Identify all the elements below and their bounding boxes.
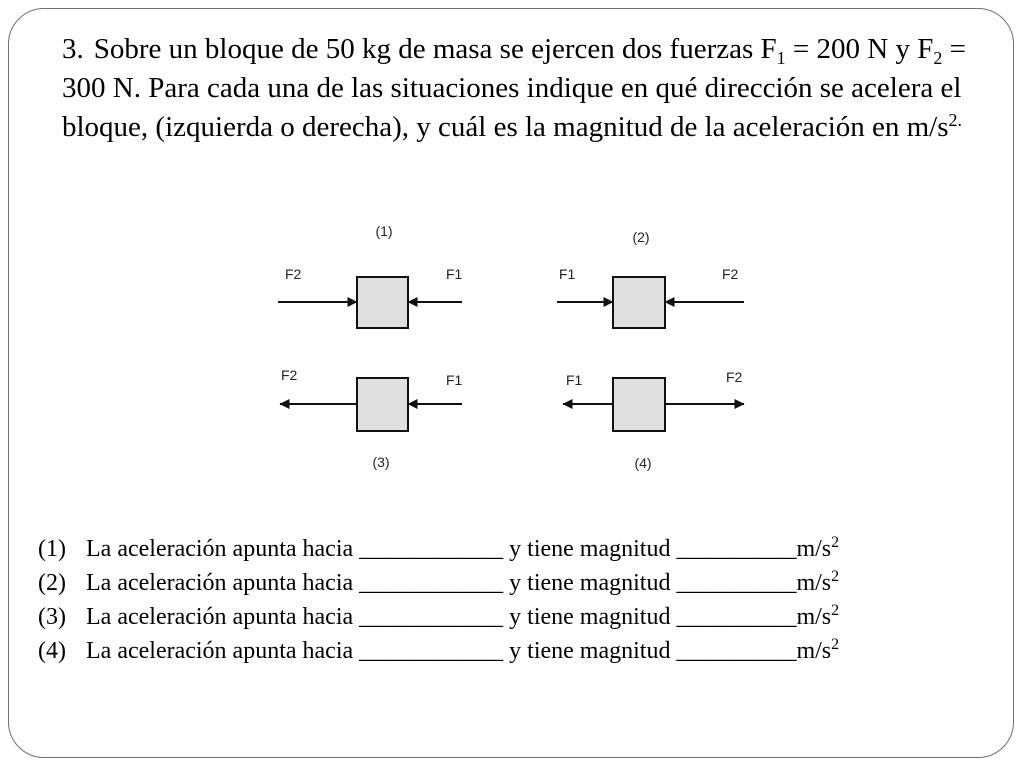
answer-list bbox=[38, 532, 998, 668]
answer-index: (3) bbox=[38, 604, 66, 630]
answer-text: La aceleración apunta hacia ____________ y tiene magnitud __________m/s bbox=[86, 536, 832, 562]
diagram-3-block bbox=[357, 378, 408, 431]
diagram-3-caption: (3) bbox=[372, 454, 390, 470]
units-exponent: 2. bbox=[948, 110, 963, 130]
answer-line bbox=[38, 634, 998, 668]
diagram-3 bbox=[280, 367, 463, 470]
answer-exponent: 2 bbox=[831, 602, 840, 619]
f1-subscript: 1 bbox=[776, 48, 786, 68]
answer-exponent: 2 bbox=[831, 534, 840, 551]
answer-index: (4) bbox=[38, 638, 66, 664]
diagram-4-left-label: F1 bbox=[566, 372, 583, 388]
problem-text-part2: = 200 N y F bbox=[785, 33, 934, 65]
diagram-2-left-label: F1 bbox=[559, 266, 576, 282]
diagram-4-caption: (4) bbox=[634, 455, 652, 471]
diagram-2-caption: (2) bbox=[632, 229, 650, 245]
diagram-1-right-label: F1 bbox=[446, 266, 463, 282]
diagram-2 bbox=[557, 229, 744, 328]
diagram-1-left-label: F2 bbox=[285, 266, 302, 282]
diagram-1-block bbox=[357, 277, 408, 328]
answer-line bbox=[38, 600, 998, 634]
diagram-4-block bbox=[613, 378, 665, 431]
answer-exponent: 2 bbox=[831, 636, 840, 653]
diagram-2-right-label: F2 bbox=[722, 266, 739, 282]
diagram-2-block bbox=[613, 277, 665, 328]
answer-text: La aceleración apunta hacia ____________ y tiene magnitud __________m/s bbox=[86, 570, 832, 596]
answer-text: La aceleración apunta hacia ____________ y tiene magnitud __________m/s bbox=[86, 604, 832, 630]
problem-text-part1: Sobre un bloque de 50 kg de masa se ejercen dos fuerzas F bbox=[93, 33, 777, 65]
diagram-3-right-label: F1 bbox=[446, 372, 463, 388]
diagram-4-right-label: F2 bbox=[726, 369, 743, 385]
answer-line bbox=[38, 532, 998, 566]
answer-line bbox=[38, 566, 998, 600]
answer-exponent: 2 bbox=[831, 568, 840, 585]
problem-text-part3: = 300 N. Para cada una de las situaciones indique en qué dirección se acelera el bloque, (izquierda o derecha), y cuál es la magnitud de la aceleración en m/s bbox=[62, 33, 966, 143]
answer-text: La aceleración apunta hacia ____________ y tiene magnitud __________m/s bbox=[86, 638, 832, 664]
problem-number: 3. bbox=[62, 33, 84, 65]
diagram-1-caption: (1) bbox=[375, 223, 393, 239]
diagram-1 bbox=[278, 223, 463, 328]
diagram-3-left-label: F2 bbox=[281, 367, 298, 383]
f2-subscript: 2 bbox=[933, 48, 943, 68]
diagram-4 bbox=[563, 369, 744, 471]
answer-index: (1) bbox=[38, 536, 66, 562]
answer-index: (2) bbox=[38, 570, 66, 596]
